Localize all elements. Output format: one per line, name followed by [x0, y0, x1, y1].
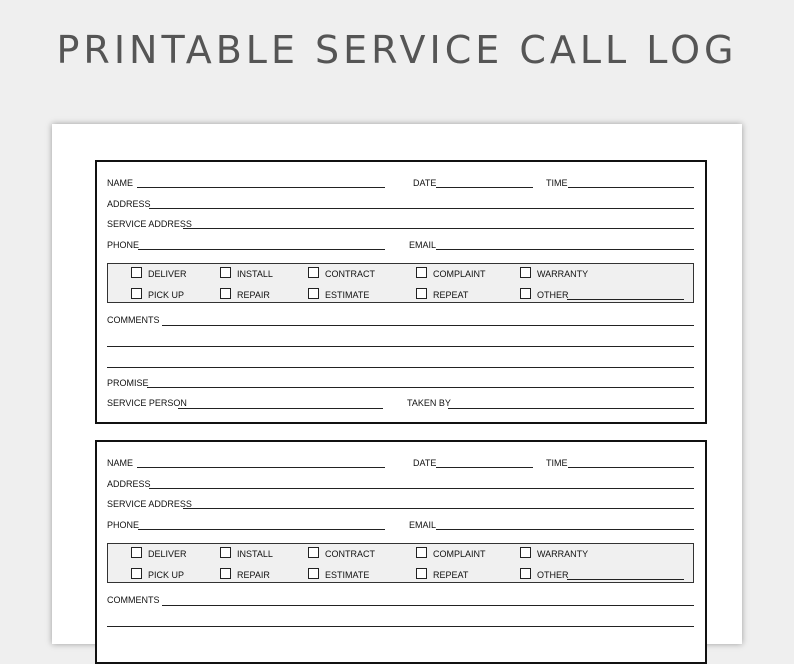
- repair-label: REPAIR: [237, 290, 270, 300]
- service-person-field[interactable]: [178, 408, 383, 409]
- warranty-checkbox[interactable]: [520, 267, 531, 278]
- promise-label: PROMISE: [107, 378, 149, 388]
- install-label: INSTALL: [237, 269, 273, 279]
- service-address-field[interactable]: [183, 228, 694, 229]
- date-label: DATE: [413, 178, 437, 188]
- pick-up-checkbox[interactable]: [131, 568, 142, 579]
- pick-up-label: PICK UP: [148, 290, 185, 300]
- email-field[interactable]: [436, 529, 694, 530]
- estimate-label: ESTIMATE: [325, 570, 370, 580]
- pick-up-label: PICK UP: [148, 570, 185, 580]
- comments-line-1[interactable]: [162, 605, 694, 606]
- taken-by-field[interactable]: [448, 408, 694, 409]
- phone-label: PHONE: [107, 240, 140, 250]
- service-call-form-1: [95, 160, 707, 424]
- other-checkbox[interactable]: [520, 568, 531, 579]
- service-address-label: SERVICE ADDRESS: [107, 219, 192, 229]
- install-checkbox[interactable]: [220, 267, 231, 278]
- comments-label: COMMENTS: [107, 595, 160, 605]
- date-field[interactable]: [436, 187, 533, 188]
- comments-line-2[interactable]: [107, 626, 694, 627]
- service-person-label: SERVICE PERSON: [107, 398, 187, 408]
- service-call-form-2: [95, 440, 707, 664]
- contract-checkbox[interactable]: [308, 547, 319, 558]
- repeat-label: REPEAT: [433, 570, 469, 580]
- other-checkbox[interactable]: [520, 288, 531, 299]
- name-label: NAME: [107, 178, 134, 188]
- complaint-checkbox[interactable]: [416, 547, 427, 558]
- date-field[interactable]: [436, 467, 533, 468]
- warranty-label: WARRANTY: [537, 549, 589, 559]
- estimate-checkbox[interactable]: [308, 288, 319, 299]
- warranty-label: WARRANTY: [537, 269, 589, 279]
- deliver-checkbox[interactable]: [131, 267, 142, 278]
- address-label: ADDRESS: [107, 199, 151, 209]
- repeat-label: REPEAT: [433, 290, 469, 300]
- address-label: ADDRESS: [107, 479, 151, 489]
- contract-label: CONTRACT: [325, 549, 375, 559]
- repair-checkbox[interactable]: [220, 288, 231, 299]
- other-label: OTHER: [537, 290, 569, 300]
- taken-by-label: TAKEN BY: [407, 398, 451, 408]
- email-label: EMAIL: [409, 520, 437, 530]
- service-address-field[interactable]: [183, 508, 694, 509]
- warranty-checkbox[interactable]: [520, 547, 531, 558]
- complaint-label: COMPLAINT: [433, 549, 486, 559]
- name-field[interactable]: [137, 187, 385, 188]
- repeat-checkbox[interactable]: [416, 568, 427, 579]
- repair-label: REPAIR: [237, 570, 270, 580]
- time-field[interactable]: [568, 187, 694, 188]
- complaint-checkbox[interactable]: [416, 267, 427, 278]
- estimate-label: ESTIMATE: [325, 290, 370, 300]
- time-field[interactable]: [568, 467, 694, 468]
- time-label: TIME: [546, 178, 568, 188]
- estimate-checkbox[interactable]: [308, 568, 319, 579]
- date-label: DATE: [413, 458, 437, 468]
- install-label: INSTALL: [237, 549, 273, 559]
- install-checkbox[interactable]: [220, 547, 231, 558]
- contract-label: CONTRACT: [325, 269, 375, 279]
- phone-field[interactable]: [138, 249, 385, 250]
- call-type-options: [107, 263, 694, 303]
- contract-checkbox[interactable]: [308, 267, 319, 278]
- name-label: NAME: [107, 458, 134, 468]
- other-label: OTHER: [537, 570, 569, 580]
- page-title: PRINTABLE SERVICE CALL LOG: [56, 28, 738, 72]
- address-field[interactable]: [149, 488, 694, 489]
- deliver-label: DELIVER: [148, 269, 187, 279]
- repair-checkbox[interactable]: [220, 568, 231, 579]
- phone-label: PHONE: [107, 520, 140, 530]
- service-address-label: SERVICE ADDRESS: [107, 499, 192, 509]
- name-field[interactable]: [137, 467, 385, 468]
- time-label: TIME: [546, 458, 568, 468]
- deliver-label: DELIVER: [148, 549, 187, 559]
- other-field[interactable]: [567, 579, 684, 580]
- complaint-label: COMPLAINT: [433, 269, 486, 279]
- repeat-checkbox[interactable]: [416, 288, 427, 299]
- other-field[interactable]: [567, 299, 684, 300]
- pick-up-checkbox[interactable]: [131, 288, 142, 299]
- call-type-options: [107, 543, 694, 583]
- email-label: EMAIL: [409, 240, 437, 250]
- phone-field[interactable]: [138, 529, 385, 530]
- comments-line-3[interactable]: [107, 367, 694, 368]
- comments-line-1[interactable]: [162, 325, 694, 326]
- address-field[interactable]: [149, 208, 694, 209]
- email-field[interactable]: [436, 249, 694, 250]
- deliver-checkbox[interactable]: [131, 547, 142, 558]
- promise-field[interactable]: [147, 387, 694, 388]
- comments-line-2[interactable]: [107, 346, 694, 347]
- comments-label: COMMENTS: [107, 315, 160, 325]
